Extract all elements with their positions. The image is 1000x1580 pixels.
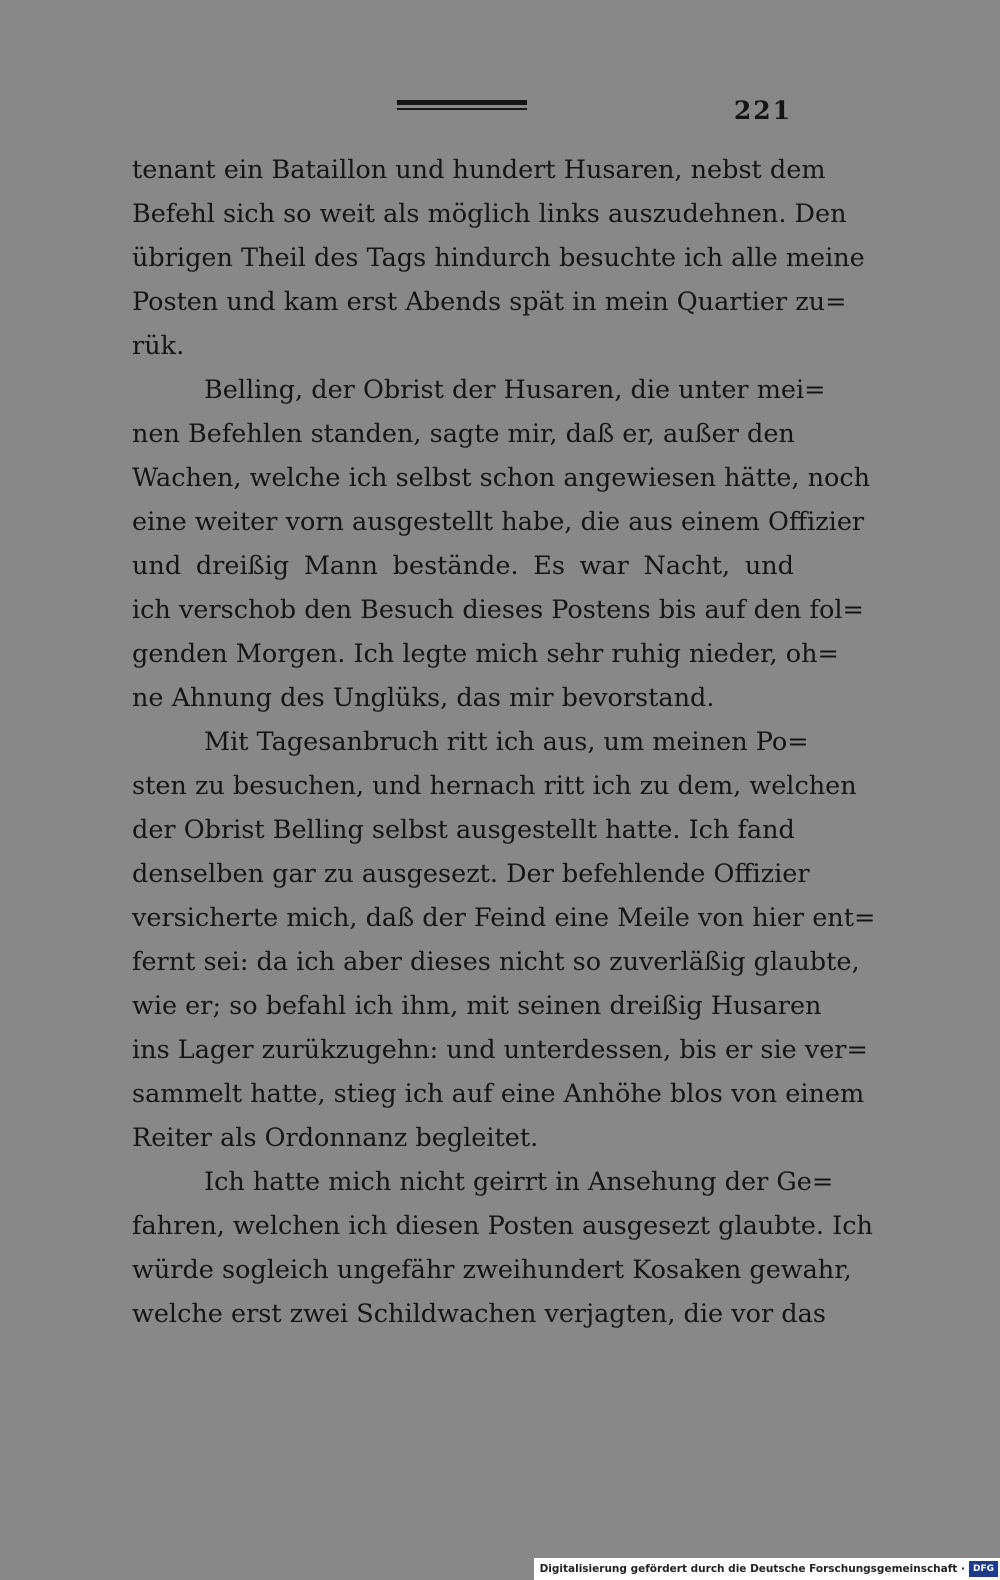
text-line: Ich hatte mich nicht geirrt in Ansehung der Ge= xyxy=(204,1167,834,1197)
text-line: Posten und kam erst Abends spät in mein Quartier zu= xyxy=(132,287,847,317)
digitization-credit-bar xyxy=(534,1558,1000,1580)
text-line: der Obrist Belling selbst ausgestellt hatte. Ich fand xyxy=(132,815,795,845)
text-line: sammelt hatte, stieg ich auf eine Anhöhe blos von einem xyxy=(132,1079,865,1109)
dfg-logo: DFG xyxy=(969,1561,998,1577)
page-number: 221 xyxy=(733,96,792,125)
text-line: denselben gar zu ausgesezt. Der befehlende Offizier xyxy=(132,859,810,889)
digitization-credit: Digitalisierung gefördert durch die Deutsche Forschungsgemeinschaft · xyxy=(539,1563,965,1575)
text-line: welche erst zwei Schildwachen verjagten, die vor das xyxy=(132,1299,826,1329)
text-line: eine weiter vorn ausgestellt habe, die aus einem Offizier xyxy=(132,507,865,537)
body-text xyxy=(132,148,876,1336)
text-line: wie er; so befahl ich ihm, mit seinen dreißig Husaren xyxy=(132,991,822,1021)
text-line: sten zu besuchen, und hernach ritt ich zu dem, welchen xyxy=(132,771,857,801)
header-double-rule xyxy=(397,100,527,112)
text-line: Befehl sich so weit als möglich links auszudehnen. Den xyxy=(132,199,847,229)
text-line: tenant ein Bataillon und hundert Husaren, nebst dem xyxy=(132,155,826,185)
text-line: fahren, welchen ich diesen Posten ausgesezt glaubte. Ich xyxy=(132,1211,873,1241)
text-line: würde sogleich ungefähr zweihundert Kosaken gewahr, xyxy=(132,1255,852,1285)
header-rule-thick xyxy=(397,100,527,105)
text-line: ich verschob den Besuch dieses Postens bis auf den fol= xyxy=(132,595,864,625)
text-line: ne Ahnung des Unglüks, das mir bevorstand. xyxy=(132,683,715,713)
text-line: ins Lager zurükzugehn: und unterdessen, bis er sie ver= xyxy=(132,1035,868,1065)
text-line: Wachen, welche ich selbst schon angewiesen hätte, noch xyxy=(132,463,871,493)
text-line: nen Befehlen standen, sagte mir, daß er, außer den xyxy=(132,419,795,449)
text-line: Reiter als Ordonnanz begleitet. xyxy=(132,1123,539,1153)
text-line: fernt sei: da ich aber dieses nicht so zuverläßig glaubte, xyxy=(132,947,860,977)
text-line: Belling, der Obrist der Husaren, die unter mei= xyxy=(204,375,826,405)
text-line: übrigen Theil des Tags hindurch besuchte ich alle meine xyxy=(132,243,865,273)
text-line: versicherte mich, daß der Feind eine Meile von hier ent= xyxy=(132,903,876,933)
text-line: Mit Tagesanbruch ritt ich aus, um meinen Po= xyxy=(204,727,809,757)
text-line: genden Morgen. Ich legte mich sehr ruhig nieder, oh= xyxy=(132,639,839,669)
text-line: rük. xyxy=(132,331,185,361)
header-rule-thin xyxy=(397,108,527,110)
text-line: und dreißig Mann bestände. Es war Nacht, und xyxy=(132,551,794,581)
